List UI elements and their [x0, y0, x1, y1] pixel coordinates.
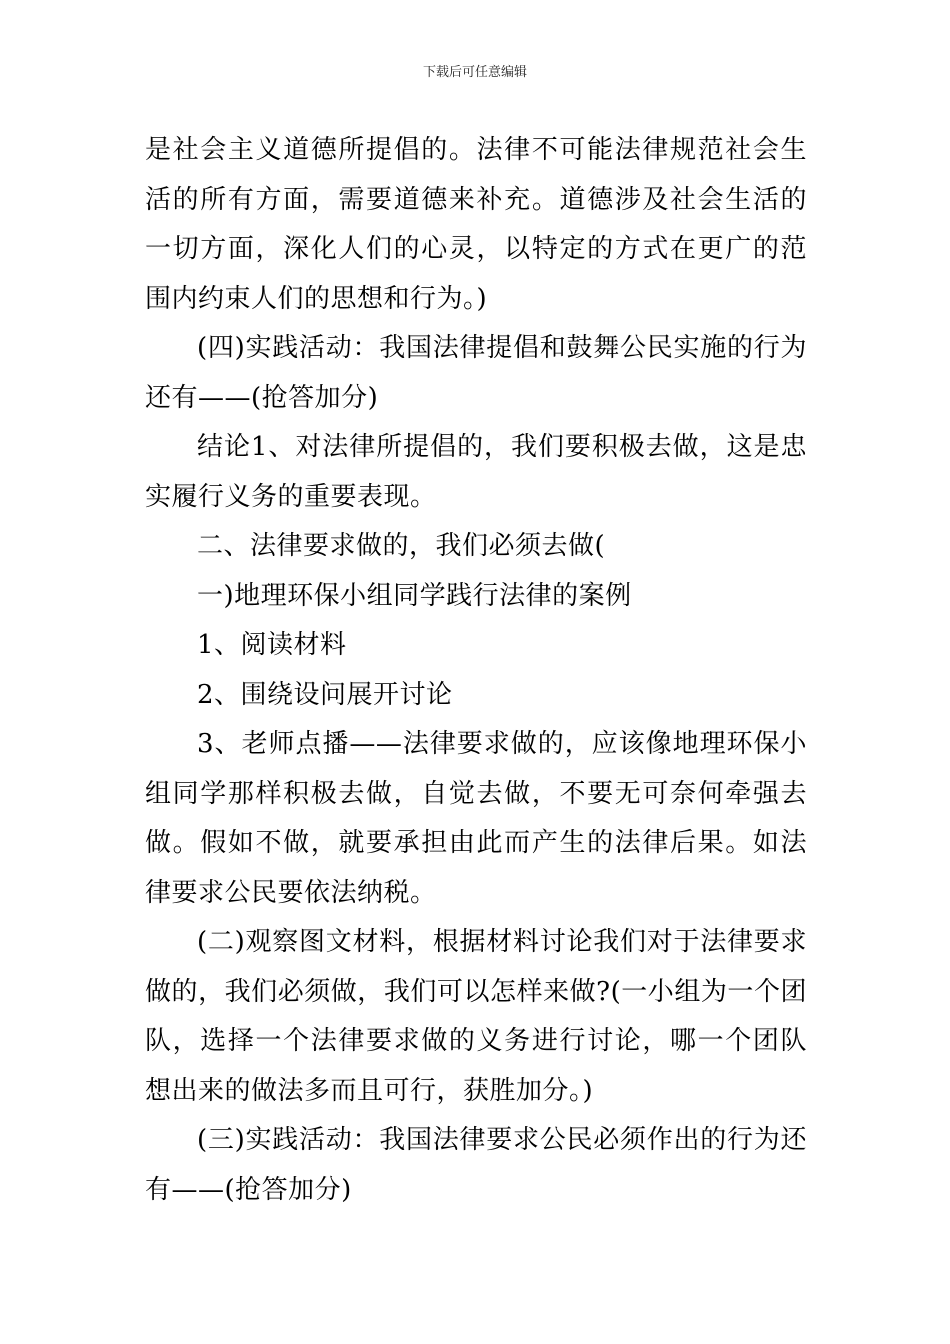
page-header: 下载后可任意编辑 [422, 65, 527, 80]
paragraph-4: 二、法律要求做的，我们必须去做( [197, 531, 606, 561]
paragraph-1: 是社会主义道德所提倡的。法律不可能法律规范社会生活的所有方面，需要道德来补充。道德涉及社会生活的一切方面，深化人们的心灵，以特定的方式在更广的范围内约束人们的思想和行为。) [145, 135, 807, 314]
paragraph-6: 1、阅读材料 [197, 630, 347, 660]
paragraph-3: 结论1、对法律所提倡的，我们要积极去做，这是忠实履行义务的重要表现。 [145, 432, 807, 512]
paragraph-7: 2、围绕设问展开讨论 [197, 679, 453, 710]
document-body [145, 126, 807, 1215]
paragraph-2: (四)实践活动：我国法律提倡和鼓舞公民实施的行为还有——(抢答加分) [145, 333, 807, 413]
paragraph-10: (三)实践活动：我国法律要求公民必须作出的行为还有——(抢答加分) [145, 1125, 807, 1205]
paragraph-9: (二)观察图文材料，根据材料讨论我们对于法律要求做的，我们必须做，我们可以怎样来做?(一小组为一个团队，选择一个法律要求做的义务进行讨论，哪一个团队想出来的做法多而且可行，获胜加分。) [145, 927, 807, 1106]
paragraph-8: 3、老师点播——法律要求做的，应该像地理环保小组同学那样积极去做，自觉去做，不要无可奈何牵强去做。假如不做，就要承担由此而产生的法律后果。如法律要求公民要依法纳税。 [145, 729, 807, 908]
paragraph-5: 一)地理环保小组同学践行法律的案例 [197, 580, 632, 611]
